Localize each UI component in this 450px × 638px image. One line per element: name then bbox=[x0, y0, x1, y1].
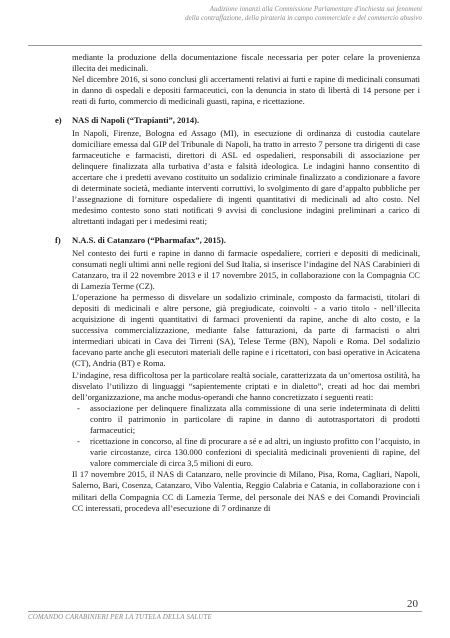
section-f-title: N.A.S. di Catanzaro (“Pharmafax”, 2015). bbox=[72, 235, 226, 246]
intro-paragraph-2: Nel dicembre 2016, si sono conclusi gli accertamenti relativi ai furti e rapine di medicinali consumati in danno di ospedali e depositi farmaceutici, con la denuncia in stato di libertà di 14 persone per i reati di furto, commercio di medicinali guasti, rapina, e ricettazione. bbox=[72, 74, 420, 107]
page-footer: COMANDO CARABINIERI PER LA TUTELA DELLA SALUTE bbox=[28, 613, 212, 621]
list-item: - associazione per delinquere finalizzata alla commissione di una serie indeterminata di delitti contro il patrimonio in particolare di rapine in danno di autotrasportatori di prodotti farmaceutici; bbox=[72, 403, 420, 436]
section-e-heading bbox=[55, 115, 420, 126]
header-line-1: Audizione innanzi alla Commissione Parlamentare d'inchiesta sui fenomeni bbox=[209, 5, 422, 13]
section-f-paragraph-3: L’indagine, resa difficoltosa per la particolare realtà sociale, caratterizzata da un’omertosa ostilità, ha disvelato l’utilizzo di linguaggi “sapientemente criptati e in dialetto”, creati ad hoc dai membri dell’organizzazione, ma anche modus-operandi che hanno concretizzato i seguenti reati: bbox=[72, 369, 420, 402]
section-e-title: NAS di Napoli (“Trapianti”, 2014). bbox=[72, 115, 200, 126]
page-number: 20 bbox=[407, 598, 418, 610]
header-divider bbox=[28, 45, 422, 46]
document-body bbox=[54, 52, 420, 514]
intro-paragraph-1: mediante la produzione della documentazione fiscale necessaria per poter celare la provenienza illecita dei medicinali. bbox=[72, 52, 420, 74]
section-e-body: In Napoli, Firenze, Bologna ed Assago (MI), in esecuzione di ordinanza di custodia cautelare domiciliare emessa dal GIP del Tribunale di Napoli, ha tratto in arresto 7 persone tra dirigenti di case farmaceutiche e farmacisti, direttori di ASL ed ospedalieri, responsabili di associazione per delinquere finalizzata alla turbativa d’asta e falsità ideologica. Le indagini hanno consentito di accertare che i predetti avevano costituito un sodalizio criminale finalizzato a condizionare a favore di determinate società, mediante interventi corruttivi, lo svolgimento di gare d’appalto pubbliche per l’assegnazione di forniture ospedaliere di ingenti quantitativi di medicinali ad alto costo. Nel medesimo contesto sono stati notificati 9 avvisi di conclusione indagini preliminari a carico di altrettanti indagati per i medesimi reati; bbox=[72, 127, 420, 227]
crime-list bbox=[72, 403, 420, 470]
footer-divider bbox=[28, 611, 422, 612]
section-f-paragraph-4: Il 17 novembre 2015, il NAS di Catanzaro, nelle provincie di Milano, Pisa, Roma, Cagliari, Napoli, Salerno, Bari, Cosenza, Catanzaro, Vibo Valentia, Reggio Calabria e Catania, in collaborazione con i militari della Compagnia CC di Lamezia Terme, del personale dei NAS e dei Comandi Provinciali CC interessati, procedeva all’esecuzione di 7 ordinanze di bbox=[72, 469, 420, 513]
page-header bbox=[92, 5, 422, 23]
section-f-heading bbox=[55, 235, 420, 246]
section-f-letter: f) bbox=[55, 235, 61, 246]
list-item: - ricettazione in concorso, al fine di procurare a sé e ad altri, un ingiusto profitto con l’acquisto, in varie circostanze, circa 130.000 confezioni di specialità medicinali provenienti di rapine, del valore commerciale di circa 3,5 milioni di euro. bbox=[72, 436, 420, 469]
header-line-2: della contraffazione, della pirateria in campo commerciale e del commercio abusivo bbox=[185, 14, 422, 22]
intro-block bbox=[72, 52, 420, 107]
section-e bbox=[55, 115, 420, 227]
section-f-paragraph-2: L’operazione ha permesso di disvelare un sodalizio criminale, composto da farmacisti, titolari di depositi di medicinali e altre persone, già pregiudicate, coinvolti - a vario titolo - nell’illecita acquisizione di ingenti quantitativi di farmaci provenienti da rapine, anche di alto costo, e la successiva commercializzazione, mediante false fatturazioni, da parte di farmacisti o altri intermediari ubicati in Cava dei Tirreni (SA), Telese Terme (BN), Napoli e Roma. Del sodalizio facevano parte anche gli esecutori materiali delle rapine e i ricettatori, con basi operative in Acicatena (CT), Andria (BT) e Roma. bbox=[72, 291, 420, 369]
section-e-letter: e) bbox=[55, 115, 62, 126]
section-f-paragraph-1: Nel contesto dei furti e rapine in danno di farmacie ospedaliere, corrieri e depositi di medicinali, consumati negli ultimi anni nelle regioni del Sud Italia, si inserisce l’indagine del NAS Carabinieri di Catanzaro, tra il 22 novembre 2013 e il 17 novembre 2015, in collaborazione con la Compagnia CC di Lamezia Terme (CZ). bbox=[72, 247, 420, 291]
section-f bbox=[55, 235, 420, 513]
